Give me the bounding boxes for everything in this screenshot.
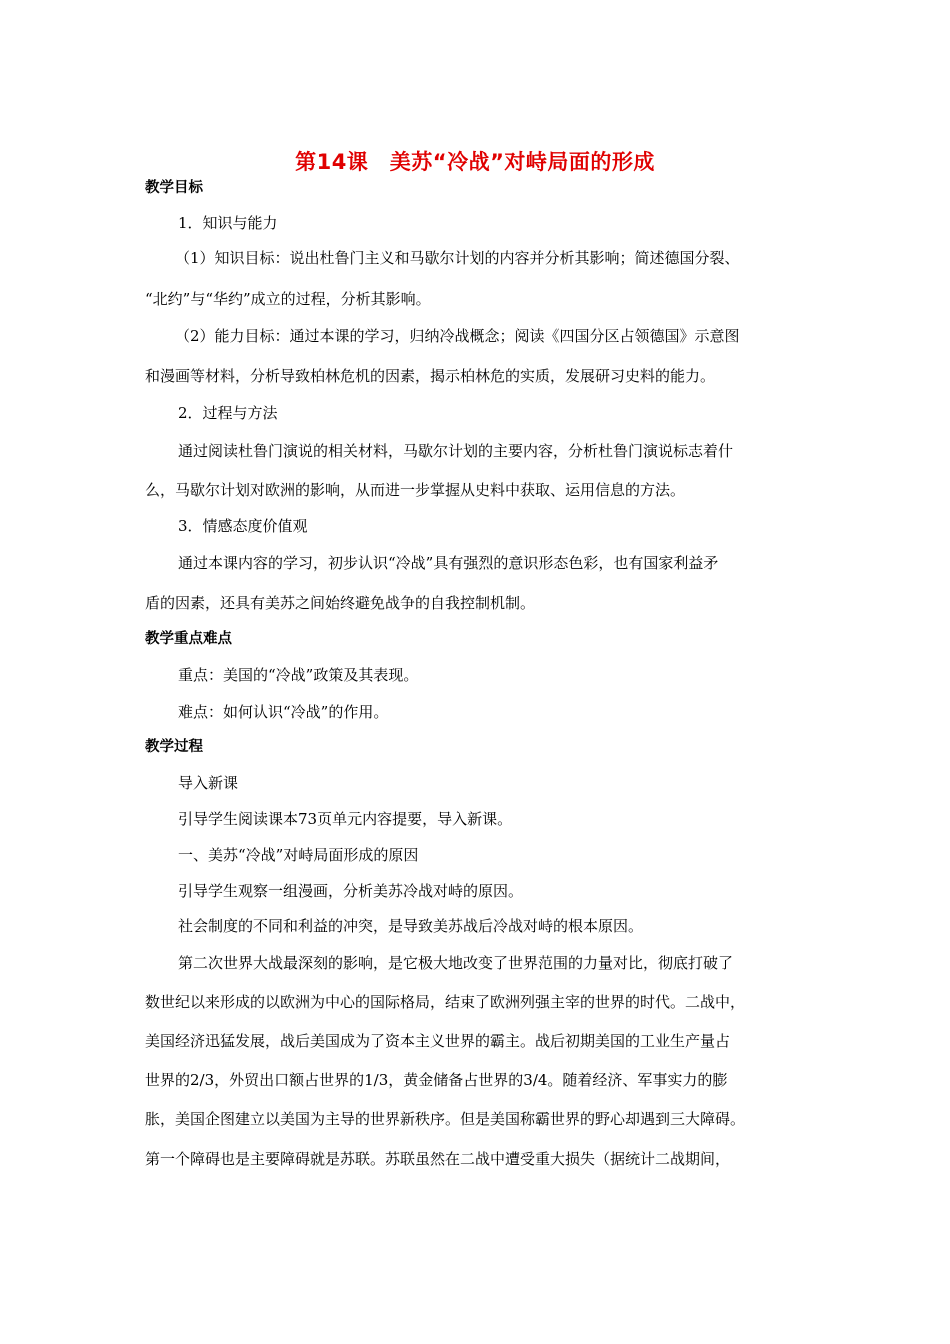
paragraph-line: 通过本课内容的学习，初步认识“冷战”具有强烈的意识形态色彩，也有国家利益矛 xyxy=(178,554,719,572)
paragraph-line: 美国经济迅猛发展，战后美国成为了资本主义世界的霸主。战后初期美国的工业生产量占 xyxy=(145,1032,731,1050)
paragraph-line: 胀，美国企图建立以美国为主导的世界新秩序。但是美国称霸世界的野心却遇到三大障碍。 xyxy=(145,1110,746,1128)
paragraph-line: （2）能力目标：通过本课的学习，归纳冷战概念；阅读《四国分区占领德国》示意图 xyxy=(175,327,740,345)
intro-text: 引导学生阅读课本73页单元内容提要，导入新课。 xyxy=(178,810,513,828)
paragraph-line: 通过阅读杜鲁门演说的相关材料，马歇尔计划的主要内容，分析杜鲁门演说标志着什 xyxy=(178,442,734,460)
paragraph-line: 引导学生观察一组漫画，分析美苏冷战对峙的原因。 xyxy=(178,882,524,900)
paragraph-line: 世界的2/3，外贸出口额占世界的1/3，黄金储备占世界的3/4。随着经济、军事实力的膨 xyxy=(145,1071,728,1089)
intro-heading: 导入新课 xyxy=(178,774,239,792)
paragraph-line: （1）知识目标：说出杜鲁门主义和马歇尔计划的内容并分析其影响；简述德国分裂、 xyxy=(175,249,740,267)
part1-heading: 一、美苏“冷战”对峙局面形成的原因 xyxy=(178,846,419,864)
paragraph-line: 社会制度的不同和利益的冲突，是导致美苏战后冷战对峙的根本原因。 xyxy=(178,917,644,935)
paragraph-line: 盾的因素，还具有美苏之间始终避免战争的自我控制机制。 xyxy=(145,594,536,612)
paragraph-line: 第二次世界大战最深刻的影响，是它极大地改变了世界范围的力量对比，彻底打破了 xyxy=(178,954,734,972)
paragraph-line: 数世纪以来形成的以欧洲为中心的国际格局，结束了欧洲列强主宰的世界的时代。二战中， xyxy=(145,993,746,1011)
key-heading: 教学重点难点 xyxy=(145,631,232,647)
process-heading: 教学过程 xyxy=(145,739,203,755)
paragraph-line: “北约”与“华约”成立的过程，分析其影响。 xyxy=(145,290,431,308)
paragraph-line: 和漫画等材料，分析导致柏林危机的因素，揭示柏林危的实质，发展研习史料的能力。 xyxy=(145,367,716,385)
obj3-heading: 3．情感态度价值观 xyxy=(178,517,308,535)
paragraph-line: 第一个障碍也是主要障碍就是苏联。苏联虽然在二战中遭受重大损失（据统计二战期间， xyxy=(145,1150,731,1168)
difficult-point: 难点：如何认识“冷战”的作用。 xyxy=(178,703,389,721)
paragraph-line: 么，马歇尔计划对欧洲的影响，从而进一步掌握从史料中获取、运用信息的方法。 xyxy=(145,481,686,499)
objectives-heading: 教学目标 xyxy=(145,180,203,196)
lesson-title: 第14课 美苏“冷战”对峙局面的形成 xyxy=(295,150,655,174)
obj1-heading: 1．知识与能力 xyxy=(178,214,278,232)
key-point: 重点：美国的“冷战”政策及其表现。 xyxy=(178,666,419,684)
obj2-heading: 2．过程与方法 xyxy=(178,404,278,422)
